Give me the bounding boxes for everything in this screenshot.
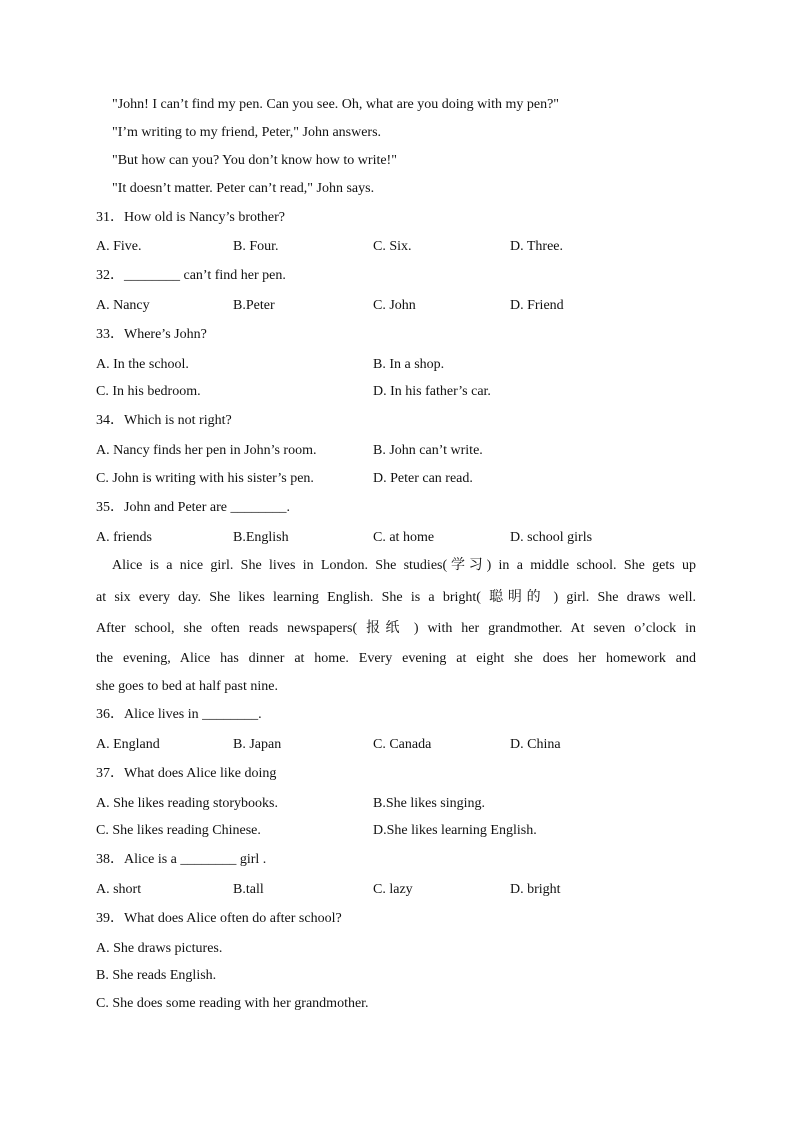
option-32-a: A. Nancy	[96, 298, 150, 313]
option-38-d: D. bright	[510, 882, 561, 897]
option-31-b: B. Four.	[233, 239, 279, 254]
option-33-b: B. In a shop.	[373, 357, 445, 372]
option-36-c: C. Canada	[373, 737, 432, 752]
option-31-a: A. Five.	[96, 239, 142, 254]
question-37: 37．What does Alice like doing	[96, 766, 277, 781]
option-31-c: C. Six.	[373, 239, 412, 254]
option-34-b: B. John can’t write.	[373, 443, 483, 458]
option-37-b: B.She likes singing.	[373, 796, 486, 811]
question-33: 33．Where’s John?	[96, 327, 207, 342]
question-35: 35．John and Peter are ________.	[96, 500, 291, 515]
dialogue-line: "It doesn’t matter. Peter can’t read," John says.	[112, 181, 375, 196]
option-32-d: D. Friend	[510, 298, 564, 313]
passage-line: she goes to bed at half past nine.	[96, 679, 278, 694]
option-35-d: D. school girls	[510, 530, 593, 545]
dialogue-line: "But how can you? You don’t know how to write!"	[112, 153, 397, 168]
option-38-b: B.tall	[233, 882, 264, 897]
option-35-a: A. friends	[96, 530, 152, 545]
option-34-c: C. John is writing with his sister’s pen.	[96, 471, 314, 486]
option-34-a: A. Nancy finds her pen in John’s room.	[96, 443, 317, 458]
option-33-a: A. In the school.	[96, 357, 189, 372]
option-36-d: D. China	[510, 737, 561, 752]
question-38: 38．Alice is a ________ girl .	[96, 852, 267, 867]
question-36: 36．Alice lives in ________.	[96, 707, 262, 722]
question-31: 31．How old is Nancy’s brother?	[96, 210, 285, 225]
passage-line: After school, she often reads newspapers( 报纸 ) with her grandmother. At seven o’clock in	[96, 621, 696, 636]
option-34-d: D. Peter can read.	[373, 471, 473, 486]
option-37-a: A. She likes reading storybooks.	[96, 796, 278, 811]
option-33-d: D. In his father’s car.	[373, 384, 491, 399]
option-31-d: D. Three.	[510, 239, 563, 254]
option-37-c: C. She likes reading Chinese.	[96, 823, 261, 838]
question-34: 34．Which is not right?	[96, 413, 232, 428]
option-32-c: C. John	[373, 298, 416, 313]
option-39-c: C. She does some reading with her grandmother.	[96, 996, 369, 1011]
question-32: 32．________ can’t find her pen.	[96, 268, 286, 283]
passage-line: at six every day. She likes learning English. She is a bright( 聪明的 ) girl. She draws well.	[96, 590, 696, 605]
option-33-c: C. In his bedroom.	[96, 384, 201, 399]
option-39-a: A. She draws pictures.	[96, 941, 223, 956]
passage-line: Alice is a nice girl. She lives in London. She studies(学习) in a middle school. She gets up	[112, 558, 696, 573]
option-35-c: C. at home	[373, 530, 435, 545]
option-36-b: B. Japan	[233, 737, 282, 752]
option-37-d: D.She likes learning English.	[373, 823, 537, 838]
option-32-b: B.Peter	[233, 298, 275, 313]
option-35-b: B.English	[233, 530, 289, 545]
option-36-a: A. England	[96, 737, 160, 752]
question-39: 39．What does Alice often do after school?	[96, 911, 342, 926]
option-38-a: A. short	[96, 882, 142, 897]
option-38-c: C. lazy	[373, 882, 413, 897]
dialogue-line: "I’m writing to my friend, Peter," John answers.	[112, 125, 382, 140]
dialogue-line: "John! I can’t find my pen. Can you see. Oh, what are you doing with my pen?"	[112, 97, 560, 112]
option-39-b: B. She reads English.	[96, 968, 217, 983]
passage-line: the evening, Alice has dinner at home. Every evening at eight she does her homework and	[96, 651, 696, 666]
